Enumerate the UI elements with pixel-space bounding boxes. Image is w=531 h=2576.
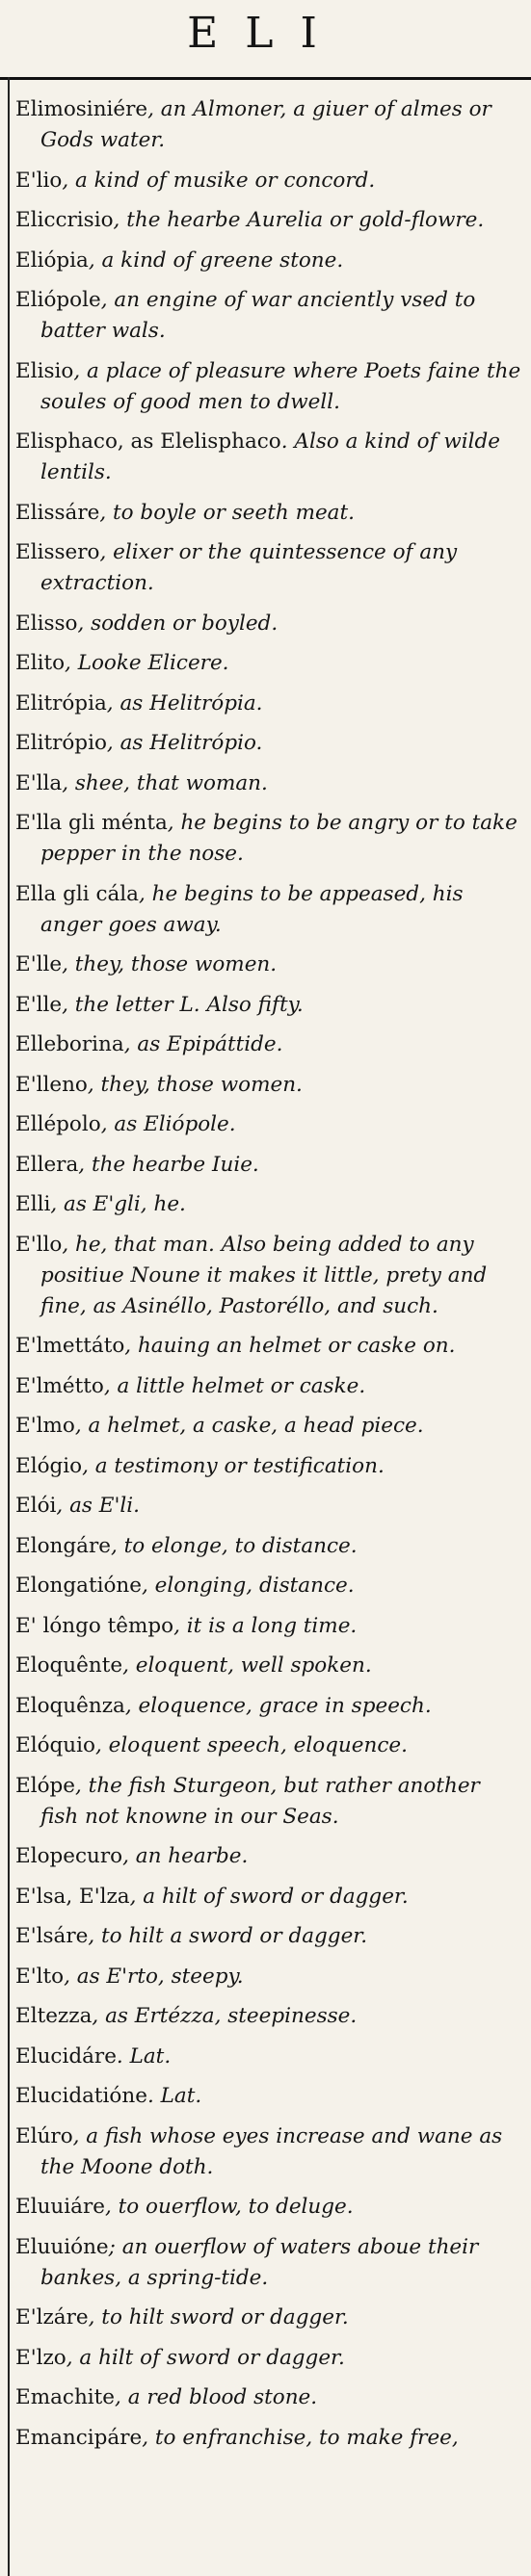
entry-headword: Elucidáre [15, 2043, 117, 2069]
entry-headword: Elimosiniére [15, 97, 148, 121]
entry-headword: Elitrópia [15, 690, 107, 716]
entry-definition: , he begins to be appeased, his anger goes away. [40, 881, 464, 937]
entry-definition: , to boyle or seeth meat. [99, 500, 355, 525]
dictionary-entry [15, 1451, 521, 1482]
entry-headword: E'lmétto [15, 1373, 104, 1398]
dictionary-entry [15, 94, 521, 156]
entry-definition: , they, those women. [62, 952, 278, 976]
entry-headword: Elisphaco, as Elelisphaco [15, 429, 281, 454]
entry-definition: , as Eliópole. [100, 1112, 236, 1136]
entry-definition: , as Epipáttide. [123, 1032, 283, 1056]
entry-headword: Elleborina [15, 1032, 124, 1056]
dictionary-entry [15, 879, 521, 941]
entry-definition: , to hilt sword or dagger. [88, 2305, 349, 2329]
entry-definition: , as Helitrópio. [106, 731, 263, 755]
entry-definition: , a testimony or testification. [82, 1453, 385, 1478]
dictionary-entry [15, 689, 521, 719]
dictionary-entry [15, 1029, 521, 1060]
entry-definition: . Also a kind of wilde lentils. [40, 429, 501, 484]
entry-definition: , a hilt of sword or dagger. [66, 2345, 345, 2370]
entry-headword: E'lmettáto [15, 1334, 125, 1358]
entry-headword: E'lmo [15, 1414, 75, 1438]
entry-definition: , they, those women. [87, 1072, 303, 1097]
entry-definition: , hauing an helmet or caske on. [124, 1334, 456, 1358]
dictionary-entry [15, 1491, 521, 1522]
entry-headword: Eluuióne [15, 2234, 109, 2259]
column-rule [8, 77, 10, 2576]
entry-headword: E'lle [15, 952, 63, 976]
entry-headword: E'lsáre [15, 1924, 89, 1948]
dictionary-entry [15, 2192, 521, 2223]
entry-headword: E'llo [15, 1232, 63, 1257]
entry-headword: Elissáre [15, 500, 100, 525]
entry-definition: , an hearbe. [122, 1844, 249, 1868]
dictionary-entry [15, 285, 521, 347]
dictionary-entry [15, 2081, 521, 2112]
entry-definition: , to elonge, to distance. [110, 1533, 358, 1558]
entry-headword: E'lleno [15, 1072, 88, 1097]
entry-headword: Elongatióne [15, 1574, 142, 1598]
dictionary-entry [15, 2303, 521, 2333]
dictionary-entry [15, 1150, 521, 1181]
entry-headword: Eltezza [15, 2004, 93, 2028]
dictionary-entry [15, 648, 521, 679]
dictionary-entry [15, 1109, 521, 1140]
page-heading: ELI [187, 9, 344, 58]
entry-headword: Ellépolo [15, 1112, 101, 1136]
entry-headword: Emancipáre [15, 2425, 143, 2450]
dictionary-entry [15, 1070, 521, 1101]
dictionary-entry [15, 1331, 521, 1362]
dictionary-entry [15, 2001, 521, 2032]
entry-definition: , elixer or the quintessence of any extraction. [40, 540, 458, 595]
entry-headword: Elógio [15, 1453, 83, 1478]
entry-headword: Elóquio [15, 1733, 95, 1757]
entry-headword: Elongáre [15, 1533, 111, 1558]
entry-headword: Eluuiáre [15, 2195, 105, 2219]
entry-definition: , sodden or boyled. [77, 611, 279, 636]
entry-definition: , he, that man. Also being added to any positiue Noune it makes it little, prety and fine, as Asinéllo, Pastoréllo, and such. [40, 1232, 488, 1318]
entry-definition: , a red blood stone. [115, 2385, 318, 2409]
dictionary-entries [15, 94, 521, 2462]
entry-headword: Elissero [15, 540, 100, 564]
dictionary-entry [15, 2042, 521, 2072]
entry-headword: Ella gli cála [15, 881, 140, 906]
entry-definition: , as E'gli, he. [50, 1192, 186, 1216]
dictionary-entry [15, 2343, 521, 2374]
dictionary-entry [15, 246, 521, 276]
entry-definition: , a kind of musike or concord. [62, 168, 376, 193]
entry-headword: Elisso [15, 611, 78, 636]
entry-headword: Elopecuro [15, 1844, 123, 1868]
heading-rule [0, 77, 531, 80]
dictionary-entry [15, 2232, 521, 2294]
entry-definition: , it is a long time. [173, 1613, 358, 1638]
entry-definition: , as E'li. [56, 1494, 140, 1518]
entry-headword: Emachite [15, 2385, 116, 2409]
dictionary-entry [15, 1730, 521, 1761]
dictionary-entry [15, 2121, 521, 2183]
entry-definition: , elonging, distance. [141, 1574, 355, 1598]
entry-definition: . Lat. [146, 2084, 202, 2108]
dictionary-entry [15, 2423, 521, 2454]
entry-headword: E'lzáre [15, 2305, 89, 2329]
dictionary-entry [15, 537, 521, 599]
entry-headword: Elucidatióne [15, 2084, 147, 2108]
entry-headword: Elópe [15, 1773, 76, 1798]
dictionary-entry [15, 1411, 521, 1442]
entry-headword: Eliópia [15, 247, 89, 273]
entry-headword: E' lóngo têmpo [15, 1613, 174, 1638]
entry-definition: , to enfranchise, to make free, [142, 2425, 459, 2450]
dictionary-entry [15, 356, 521, 418]
entry-headword: E'lio [15, 168, 63, 193]
entry-headword: Elúro [15, 2123, 73, 2148]
dictionary-entry [15, 1691, 521, 1722]
entry-definition: , as Helitrópia. [106, 690, 263, 716]
entry-definition: , the hearbe Aurelia or gold-flowre. [113, 208, 485, 232]
dictionary-entry [15, 1531, 521, 1562]
entry-definition: , shee, that woman. [62, 770, 268, 795]
dictionary-entry [15, 609, 521, 639]
dictionary-entry [15, 2382, 521, 2413]
entry-headword: Elitrópio [15, 731, 107, 755]
entry-headword: Ellera [15, 1152, 79, 1177]
entry-definition: , to ouerflow, to deluge. [104, 2195, 354, 2219]
entry-headword: Elito [15, 651, 66, 675]
dictionary-entry [15, 1189, 521, 1220]
entry-definition: , a hilt of sword or dagger. [129, 1884, 409, 1909]
dictionary-entry [15, 808, 521, 870]
entry-definition: , a fish whose eyes increase and wane as the Moone doth. [40, 2123, 503, 2179]
entry-headword: E'lzo [15, 2345, 66, 2370]
entry-definition: , eloquent, well spoken. [122, 1653, 372, 1678]
dictionary-entry [15, 1651, 521, 1681]
entry-definition: , an engine of war anciently vsed to batter wals. [40, 288, 476, 343]
dictionary-entry [15, 498, 521, 529]
entry-headword: Eloquênza [15, 1693, 125, 1718]
dictionary-entry [15, 1571, 521, 1601]
dictionary-entry [15, 728, 521, 759]
entry-headword: E'lla [15, 770, 63, 795]
entry-headword: Elisio [15, 358, 74, 383]
entry-definition: , a place of pleasure where Poets faine the soules of good men to dwell. [40, 358, 521, 414]
dictionary-entry [15, 1962, 521, 1992]
entry-definition: . Lat. [116, 2043, 172, 2069]
dictionary-entry [15, 1371, 521, 1402]
dictionary-entry [15, 1921, 521, 1952]
entry-definition: ; an ouerflow of waters aboue their bankes, a spring-tide. [40, 2234, 479, 2290]
entry-headword: Eloquênte [15, 1653, 123, 1678]
dictionary-entry [15, 1771, 521, 1833]
entry-definition: , as Ertézza, steepinesse. [92, 2004, 358, 2028]
entry-definition: , the letter L. Also fifty. [62, 992, 304, 1017]
entry-definition: , to hilt a sword or dagger. [88, 1924, 368, 1948]
dictionary-entry [15, 1230, 521, 1322]
entry-headword: Elli [15, 1192, 51, 1216]
entry-definition: , as E'rto, steepy. [64, 1964, 244, 1989]
entry-headword: Eliópole [15, 288, 101, 312]
entry-headword: E'lla gli ménta [15, 811, 168, 835]
dictionary-entry [15, 950, 521, 980]
dictionary-entry [15, 205, 521, 236]
entry-headword: E'lle [15, 992, 63, 1017]
entry-definition: , a helmet, a caske, a head piece. [74, 1414, 424, 1438]
dictionary-entry [15, 768, 521, 799]
entry-definition: , the hearbe Iuie. [78, 1152, 259, 1177]
entry-headword: E'lto [15, 1964, 65, 1989]
entry-definition: , a little helmet or caske. [103, 1373, 366, 1398]
dictionary-entry [15, 1841, 521, 1872]
entry-definition: , Looke Elicere. [65, 651, 229, 675]
dictionary-entry [15, 166, 521, 196]
dictionary-entry [15, 990, 521, 1021]
dictionary-entry [15, 1882, 521, 1912]
entry-headword: E'lsa, E'lza [15, 1884, 130, 1909]
entry-definition: , eloquence, grace in speech. [124, 1693, 432, 1718]
entry-headword: Eliccrisio [15, 208, 114, 232]
entry-definition: , a kind of greene stone. [88, 247, 344, 273]
entry-definition: , the fish Sturgeon, but rather another fish not knowne in our Seas. [40, 1773, 480, 1829]
entry-definition: , an Almoner, a giuer of almes or Gods water. [40, 97, 491, 152]
dictionary-entry [15, 1611, 521, 1642]
entry-definition: , he begins to be angry or to take pepper in the nose. [40, 811, 518, 866]
entry-headword: Elói [15, 1494, 57, 1518]
entry-definition: , eloquent speech, eloquence. [94, 1733, 408, 1757]
dictionary-entry [15, 427, 521, 488]
